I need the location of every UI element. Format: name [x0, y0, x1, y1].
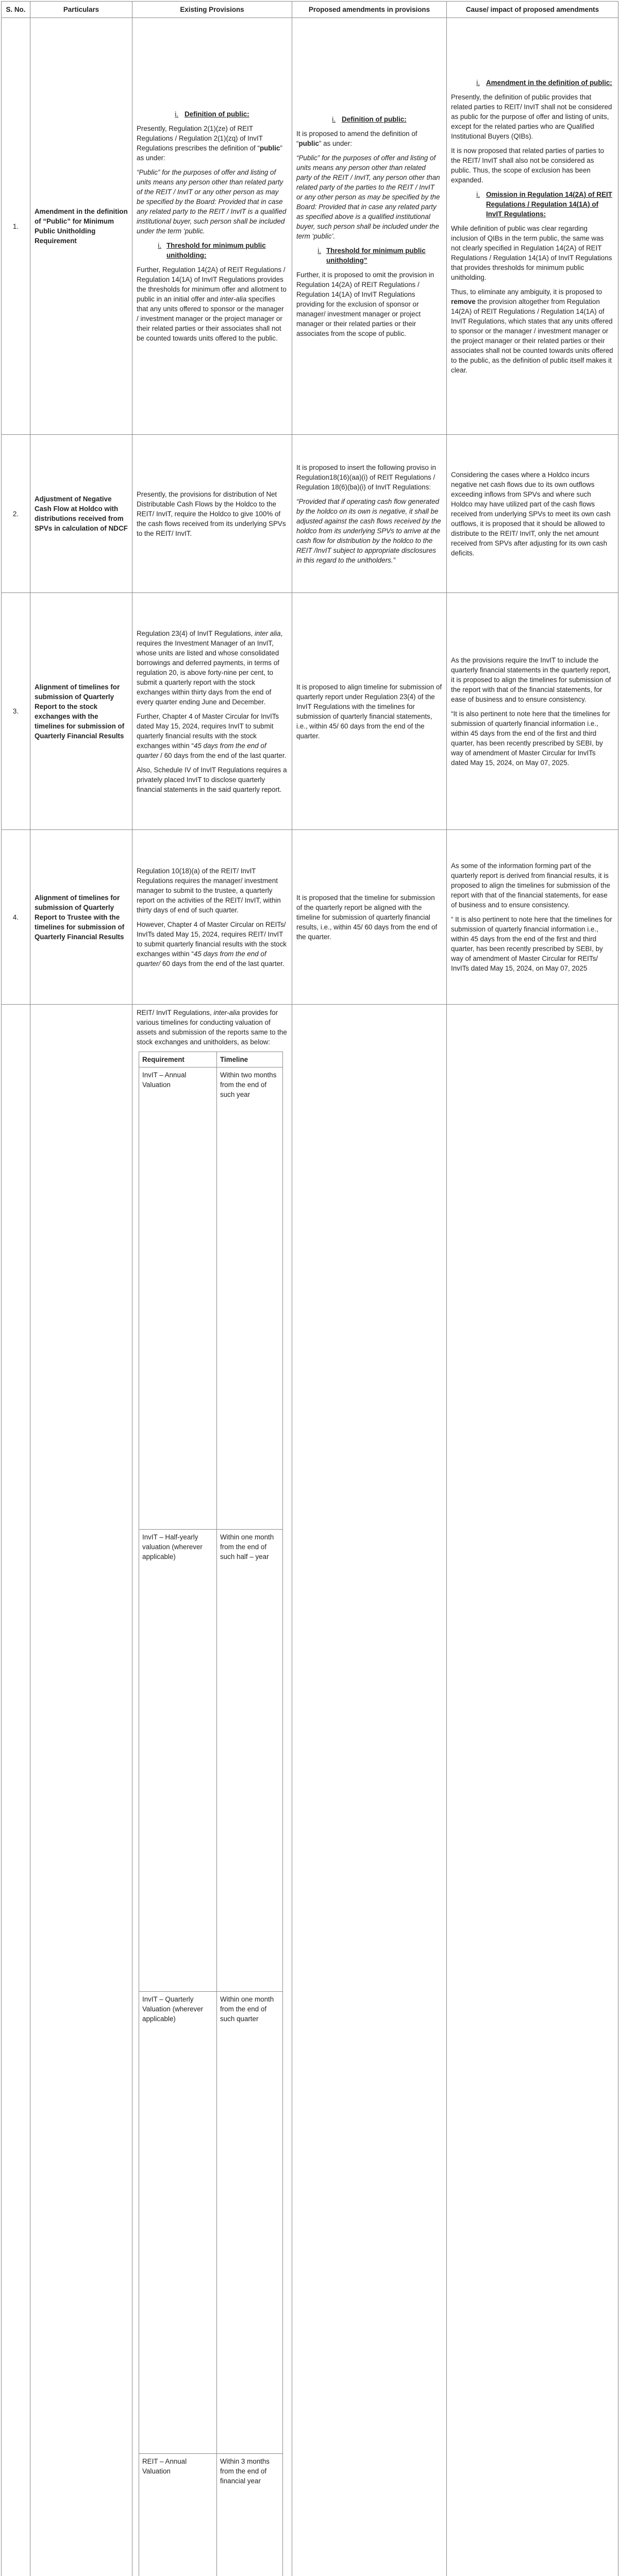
- header-row: [2, 2, 618, 18]
- section-heading: i. Definition of public:: [296, 114, 442, 124]
- row-cause: [447, 1005, 618, 2576]
- amendments-table: [1, 1, 618, 2576]
- paragraph: As some of the information forming part of the quarterly report is derived from financial results, it is proposed to align the timelines for submission of the report with that of the financial statements, for ease of business and to ensure consistency.: [451, 861, 614, 910]
- row-existing: [132, 830, 292, 1005]
- inner-cell-timeline: Within 3 months from the end of financial year: [217, 2454, 283, 2576]
- paragraph: It is proposed to insert the following proviso in Regulation18(16)(aa)(i) of REIT Regulations / Regulation 18(6)(ba)(i) of InvIT Regulations:: [296, 463, 442, 492]
- inner-cell-timeline: Within two months from the end of such year: [217, 1067, 283, 1530]
- row-particulars: Adjustment of Negative Cash Flow at Holdco with distributions received from SPVs in calculation of NDCF: [30, 435, 132, 593]
- row-particulars: Amendment in the definition of “Public” for Minimum Public Unitholding Requirement: [30, 18, 132, 435]
- paragraph: Presently, the definition of public provides that related parties to REIT/ InvIT shall not be considered as public for the purpose of offer and listing of units, except for the related parties who are Qualified Institutional Buyers (QIBs).: [451, 92, 614, 141]
- section-heading: i. Threshold for minimum public unitholding”: [296, 246, 442, 265]
- header-existing: Existing Provisions: [132, 2, 292, 18]
- section-heading: i. Definition of public:: [137, 109, 288, 119]
- row-proposed: [292, 593, 447, 830]
- row-proposed: [292, 18, 447, 435]
- section-heading: i. Omission in Regulation 14(2A) of REIT Regulations / Regulation 14(1A) of InvIT Regulations:: [451, 190, 614, 219]
- header-cause: Cause/ impact of proposed amendments: [447, 2, 618, 18]
- paragraph: Further, it is proposed to omit the provision in Regulation 14(2A) of REIT Regulations / Regulation 14(1A) of InvIT Regulations providing for the exclusion of sponsor or manager/ investment manager or project manager or their related parties or their associates from the scope of public.: [296, 270, 442, 338]
- row-particulars: [30, 1005, 132, 2576]
- paragraph: Presently, the provisions for distribution of Net Distributable Cash Flows by the Holdco to the REIT/ InvIT, require the Holdco to give 100% of the cash flows received from its underlying SPVs to the REIT/ InvIT.: [137, 489, 288, 538]
- row-proposed: [292, 1005, 447, 2576]
- paragraph: As the provisions require the InvIT to include the quarterly financial statements in the quarterly report, it is proposed to align the timelines for submission of the report with that of the financial statements, for ease of business and to ensure consistency.: [451, 655, 614, 704]
- paragraph: However, Chapter 4 of Master Circular on REITs/ InvITs dated May 15, 2024, requires REIT/ InvIT to submit quarterly financial results with the stock exchanges within “45 days from the end of quarter/ 60 days from the end of the last quarter.: [137, 920, 288, 969]
- section-heading: i. Threshold for minimum public unitholding:: [137, 241, 288, 260]
- row-sno: 2.: [2, 435, 30, 593]
- row-sno: [2, 1005, 30, 2576]
- row-sno: 4.: [2, 830, 30, 1005]
- inner-cell-requirement: InvIT – Half-yearly valuation (wherever applicable): [139, 1530, 217, 1992]
- table-row: [2, 18, 618, 435]
- header-sno: S. No.: [2, 2, 30, 18]
- quote: “Public” for the purposes of offer and listing of units means any person other than related party of the REIT / InvIT or any other person as may be specified by the Board: Provided that in case any related party to the REIT / InvIT is a qualified institutional buyer, such person shall be included under the term ‘public.: [137, 167, 288, 236]
- inner-row: [139, 1530, 283, 1992]
- paragraph: Also, Schedule IV of InvIT Regulations requires a privately placed InvIT to disclose quarterly financial statements in the said quarterly report.: [137, 765, 288, 794]
- paragraph: REIT/ InvIT Regulations, inter-alia provides for various timelines for conducting valuation of assets and submission of the reports same to the stock exchanges and unitholders, as below:: [137, 1008, 288, 1047]
- row-cause: [447, 18, 618, 435]
- inner-cell-timeline: Within one month from the end of such quarter: [217, 1992, 283, 2454]
- row-proposed: [292, 435, 447, 593]
- table-row: [2, 830, 618, 1005]
- paragraph: It is now proposed that related parties of parties to the REIT/ InvIT shall also not be considered as public. Thus, the scope of exclusion has been expanded.: [451, 146, 614, 185]
- paragraph: Regulation 10(18)(a) of the REIT/ InvIT Regulations requires the manager/ investment manager to submit to the trustee, a quarterly report on the activities of the REIT/ InvIT, within thirty days of end of such quarter.: [137, 866, 288, 915]
- inner-row: [139, 2454, 283, 2576]
- row-existing: [132, 435, 292, 593]
- inner-header-timeline: Timeline: [217, 1052, 283, 1067]
- table-row: [2, 1005, 618, 2576]
- row-cause: [447, 593, 618, 830]
- paragraph: “It is also pertinent to note here that the timelines for submission of quarterly financial information i.e., within 45 days from the end of the first and third quarter, has been recently prescribed by SEBI, by way of amendment of Master Circular for InvITs dated May 15, 2024, on May 07, 2025.: [451, 709, 614, 768]
- quote: “Public” for the purposes of offer and listing of units means any person other than related party of the REIT / InvIT, any person other than related party of the parties to the REIT / InvIT or any other person as may be specified by the Board: Provided that in case any related party as specified above is a qualified institutional buyer, such person shall be included under the term ‘public’.: [296, 153, 442, 241]
- paragraph: It is proposed that the timeline for submission of the quarterly report be aligned with the timeline for submission of quarterly financial results, i.e., within 45/ 60 days from the end of the quarter.: [296, 893, 442, 942]
- paragraph: “ It is also pertinent to note here that the timelines for submission of quarterly financial information i.e., within 45 days from the end of the first and third quarter, has been recently prescribed by SEBI, by way of amendment of Master Circular for REITs/ InvITs dated May 15, 2024, on May 07, 2025: [451, 914, 614, 973]
- row-existing: [132, 18, 292, 435]
- row-cause: [447, 830, 618, 1005]
- header-particulars: Particulars: [30, 2, 132, 18]
- row-sno: 3.: [2, 593, 30, 830]
- row-existing: [132, 1005, 292, 2576]
- paragraph: It is proposed to align timeline for submission of quarterly report under Regulation 23(4) of the InvIT Regulations with the timelines for submission of quarterly financial statements, i.e., within 45/ 60 days from the end of the quarter.: [296, 682, 442, 741]
- row-existing: [132, 593, 292, 830]
- table-row: [2, 435, 618, 593]
- paragraph: Presently, Regulation 2(1)(ze) of REIT Regulations / Regulation 2(1)(zq) of InvIT Regulations prescribes the definition of “public” as under:: [137, 124, 288, 163]
- inner-cell-requirement: InvIT – Annual Valuation: [139, 1067, 217, 1530]
- header-proposed: Proposed amendments in provisions: [292, 2, 447, 18]
- table-row: [2, 593, 618, 830]
- inner-cell-requirement: InvIT – Quarterly Valuation (wherever applicable): [139, 1992, 217, 2454]
- inner-cell-requirement: REIT – Annual Valuation: [139, 2454, 217, 2576]
- row-cause: [447, 435, 618, 593]
- paragraph: While definition of public was clear regarding inclusion of QIBs in the term public, the same was not clearly specified in Regulation 14(2A) of REIT Regulations / Regulation 14(1A) of InvIT Regulations that provides thresholds for minimum public unitholding.: [451, 224, 614, 282]
- paragraph: Further, Chapter 4 of Master Circular for InvITs dated May 15, 2024, requires InvIT to submit quarterly financial results with the stock exchanges within “45 days from the end of quarter / 60 days from the end of the last quarter.: [137, 711, 288, 760]
- row-particulars: Alignment of timelines for submission of Quarterly Report to Trustee with the timelines for submission of Quarterly Financial Results: [30, 830, 132, 1005]
- row-sno: 1.: [2, 18, 30, 435]
- paragraph: Considering the cases where a Holdco incurs negative net cash flows due to its own outflows exceeding inflows from SPVs and where such Holdco may have utilized part of the cash flows received from underlying SPVs to meet its own cash outflows, it is proposed that it should be allowed to distribute to the REIT/ InvIT, only the net amount received from SPVs after adjusting for its own cash deficits.: [451, 470, 614, 558]
- paragraph: Thus, to eliminate any ambiguity, it is proposed to remove the provision altogether from Regulation 14(2A) of REIT Regulations / Regulation 14(1A) of InvIT Regulations, which states that any units offered to sponsor or the manager / investment manager or the project manager or their related parties or their associates shall not be counted towards units offered to the public, as the definition of public itself makes it clear.: [451, 287, 614, 375]
- inner-cell-timeline: Within one month from the end of such half – year: [217, 1530, 283, 1992]
- inner-row: [139, 1992, 283, 2454]
- inner-row: [139, 1067, 283, 1530]
- valuation-timeline-table: [139, 1052, 283, 2576]
- paragraph: Further, Regulation 14(2A) of REIT Regulations / Regulation 14(1A) of InvIT Regulations provides the thresholds for minimum offer and allotment to public in an initial offer and inter-alia specifies that any units offered to sponsor or the manager / investment manager or the project manager or their related parties or their associates shall not be counted towards units offered to the public.: [137, 265, 288, 343]
- row-proposed: [292, 830, 447, 1005]
- section-heading: i. Amendment in the definition of public:: [451, 78, 614, 88]
- paragraph: Regulation 23(4) of InvIT Regulations, inter alia, requires the Investment Manager of an InvIT, whose units are listed and whose consolidated borrowings and deferred payments, in terms of regulation 20, is above forty-nine per cent, to submit a quarterly report with the stock exchanges within thirty days from the end of every quarter ending June and December.: [137, 629, 288, 707]
- paragraph: It is proposed to amend the definition of “public” as under:: [296, 129, 442, 148]
- quote: “Provided that if operating cash flow generated by the holdco on its own is negative, it shall be adjusted against the cash flows received by the holdco from its underlying SPVs to arrive at the cash flow for distribution by the holdco to the REIT /InvIT subject to appropriate disclosures in this regard to the unitholders.”: [296, 497, 442, 565]
- inner-header-requirement: Requirement: [139, 1052, 217, 1067]
- row-particulars: Alignment of timelines for submission of Quarterly Report to the stock exchanges with the timelines for submission of Quarterly Financial Results: [30, 593, 132, 830]
